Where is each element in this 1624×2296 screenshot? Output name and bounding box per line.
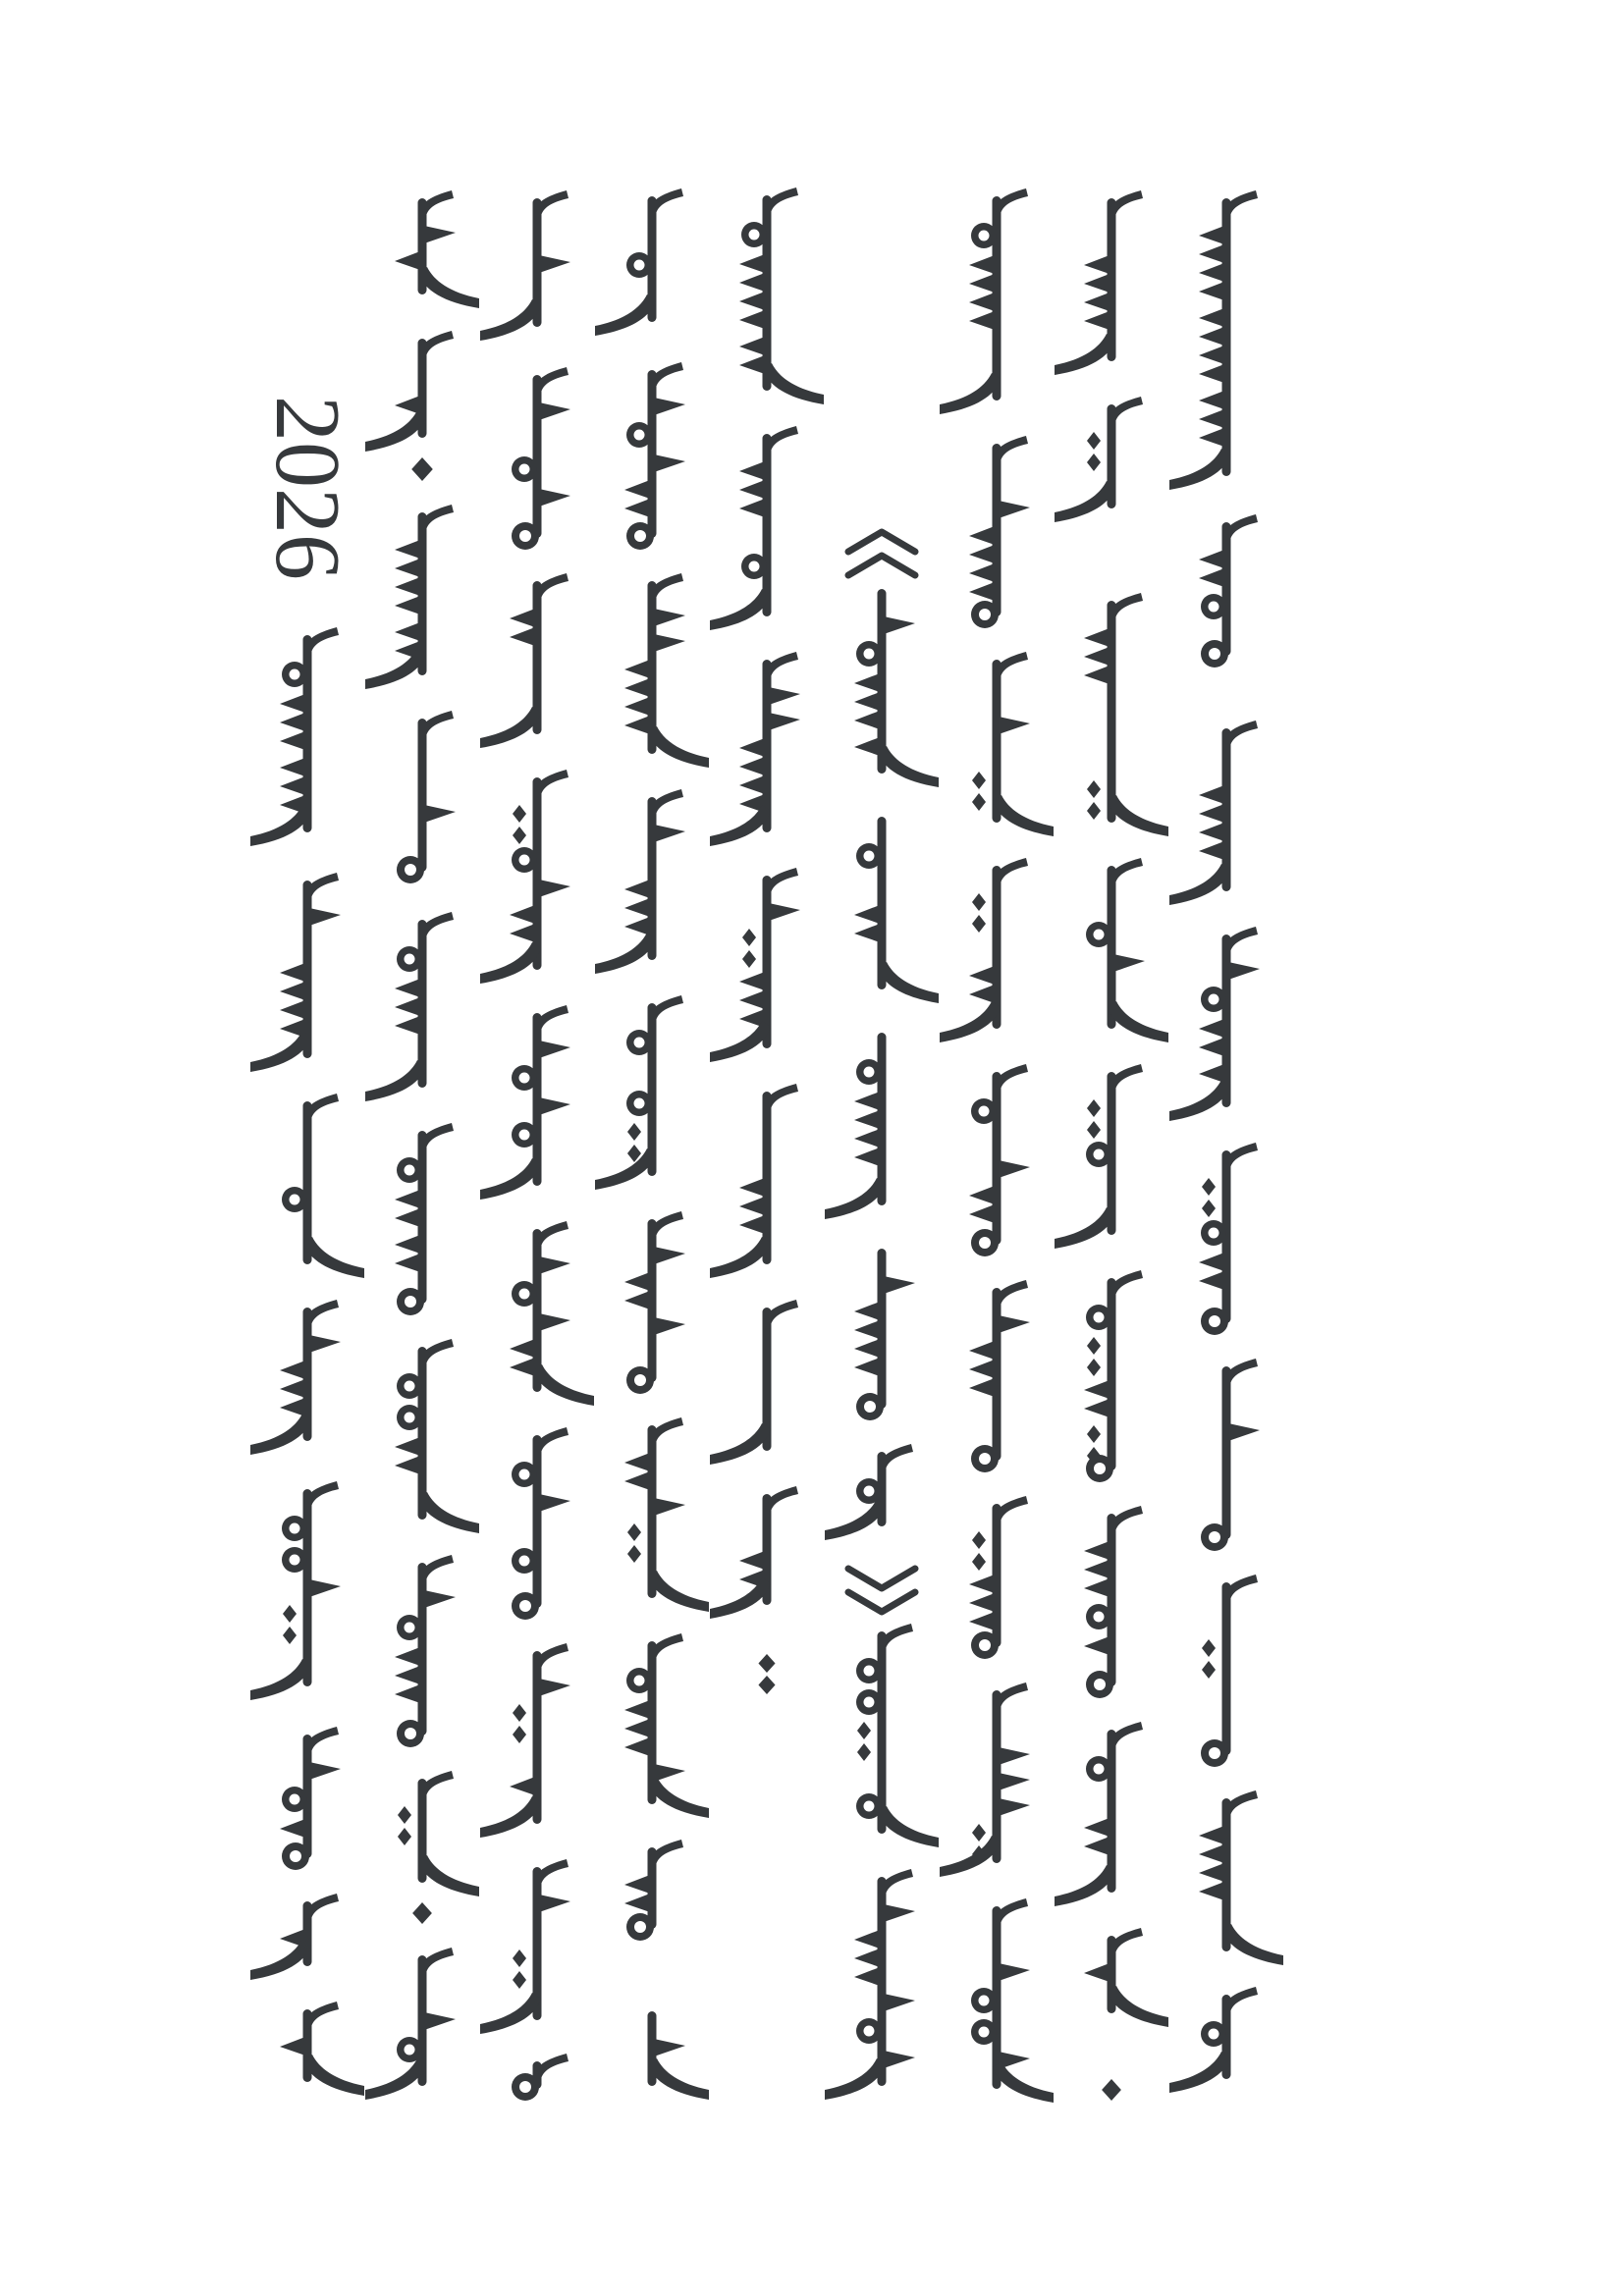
text-column (480, 190, 594, 2101)
year-2026: 2026 (256, 396, 358, 580)
text-column (1169, 190, 1283, 2093)
text-column (595, 188, 709, 2100)
text-column (250, 627, 364, 2096)
text-column (1055, 190, 1168, 2101)
text-column (365, 190, 479, 2100)
text-column (710, 187, 824, 1694)
text-column (825, 532, 939, 2100)
text-column (940, 188, 1054, 2103)
